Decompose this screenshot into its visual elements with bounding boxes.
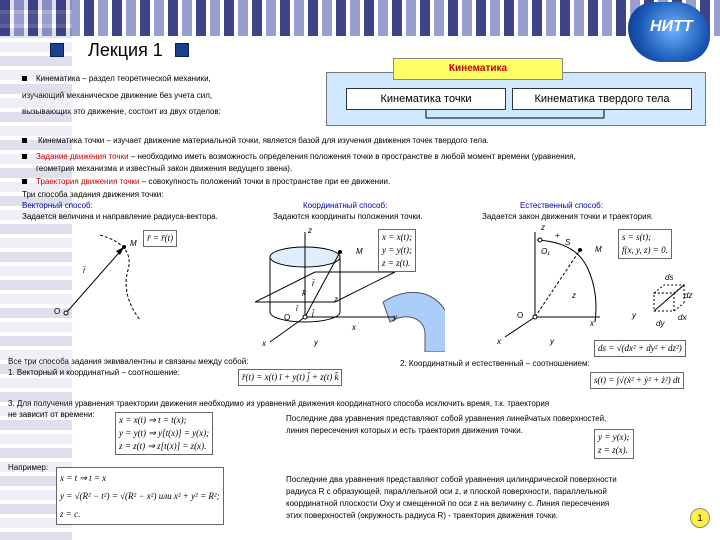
nat-label-plus: + xyxy=(555,231,560,240)
nat-label-x: x xyxy=(497,337,501,346)
intro-line-2: изучающий механическое движение без учета сил, xyxy=(22,91,213,100)
coord-formula xyxy=(378,229,416,272)
coord-eq-z: z = z(t). xyxy=(382,258,411,268)
coord-method-desc: Задаются координаты положения точки. xyxy=(273,212,423,221)
scheme-point: Кинематика точки xyxy=(346,88,506,110)
coord-label-M: M xyxy=(356,247,363,256)
vector-method-desc: Задается величина и направление радиуса-вектора. xyxy=(22,212,218,221)
intro-line-1: Кинематика – раздел теоретической механики, xyxy=(36,74,211,83)
coord-label-i: ī xyxy=(296,304,298,313)
planes-line-2: линия пересечения которых и есть траектория движения точки. xyxy=(286,426,523,435)
coord-label-z2: z xyxy=(334,295,338,304)
vector-method-name: Векторный способ: xyxy=(22,201,93,210)
bullet-2-term: Задание движения точки xyxy=(36,152,129,161)
elim-eq-2: y = y(t) ⇒ y[t(x)] = y(x); xyxy=(119,428,210,438)
cyl-line-2: радиуса R с образующей, параллельной оси z, и плоской поверхности, параллельной xyxy=(286,487,607,496)
scheme-top: Кинематика xyxy=(393,58,563,80)
label-r: r̄ xyxy=(83,266,86,275)
cube-dx: dx xyxy=(678,313,687,322)
coord-label-x: x xyxy=(262,339,266,348)
nat-label-S: S xyxy=(565,238,571,247)
bullet xyxy=(22,154,27,159)
relation-intro-2: 1. Векторный и координатный – соотношение: xyxy=(8,368,180,377)
nat-label-M: M xyxy=(595,245,602,254)
coord-eq-x: x = x(t); xyxy=(382,232,413,242)
relation2-intro: 2. Координатный и естественный – соотношением: xyxy=(400,359,590,368)
coord-label-y: y xyxy=(393,313,397,322)
coord-method-name: Координатный способ: xyxy=(303,201,388,210)
bullet-1-text: Кинематика точки – изучает движение материальной точки, является базой для изучения движения точек твердого тела. xyxy=(38,136,489,145)
elim-formula xyxy=(115,412,213,455)
cyl-line-1: Последние два уравнения представляют собой уравнения цилиндрической поверхности xyxy=(286,475,617,484)
logo-text: НИТТ xyxy=(650,18,693,35)
bullet-3-line xyxy=(36,176,390,187)
bullet xyxy=(22,179,27,184)
p3-line-1: 3. Для получения уравнения траектории движения необходимо из уравнений движения координатного способа исключить время, т.к. траектория xyxy=(8,399,550,408)
coord-eq-y: y = y(t); xyxy=(382,245,413,255)
elim-eq-1: x = x(t) ⇒ t = t(x); xyxy=(119,415,187,425)
example-eq-1: x = t ⇒ t = x xyxy=(60,473,107,483)
nat-label-y: y xyxy=(632,311,636,320)
coord-label-x2: x xyxy=(352,323,356,332)
nav-next-button[interactable] xyxy=(175,43,189,57)
natural-method-name: Естественный способ: xyxy=(520,201,603,210)
bullet-2-line-1 xyxy=(36,151,576,162)
nat-label-O: O xyxy=(517,311,524,320)
nat-eq-f: f(x, y, z) = 0. xyxy=(622,245,668,255)
scheme-rigid: Кинематика твердого тела xyxy=(512,88,692,110)
nat-label-O1: O₁ xyxy=(541,247,550,256)
nat-label-z: z xyxy=(541,223,545,232)
planes-formula xyxy=(594,429,634,459)
natural-formula xyxy=(618,229,672,259)
page-title: Лекция 1 xyxy=(88,40,163,60)
elim-eq-3: z = z(t) ⇒ z[t(x)] = z(x). xyxy=(119,441,207,451)
natural-method-desc: Задается закон движения точки и траектория. xyxy=(482,212,654,221)
cube-ds: ds xyxy=(665,273,674,282)
bullet-3-term: Траектория движения точки xyxy=(36,177,140,186)
vector-formula: r̄ = r̄(t) xyxy=(143,230,177,247)
coord-label-k: k̄ xyxy=(302,289,306,298)
example-eq-2: y = √(R² − t²) = √(R² − x²) или x² + y² = R²; xyxy=(60,491,220,501)
relation-formula-1: r̄(t) = x(t) ī + y(t) j̄ + z(t) k̄ xyxy=(238,369,342,386)
cyl-line-4: этих поверхностей (окружность радиуса R) - траектория движения точки. xyxy=(286,511,559,520)
coord-label-r: r̄ xyxy=(312,279,315,288)
coord-label-j: j̄ xyxy=(312,309,314,318)
coord-label-z: z xyxy=(308,226,312,235)
nat-label-x2: x xyxy=(590,319,594,328)
scheme-lines xyxy=(326,70,706,130)
coord-diagram xyxy=(255,222,445,352)
label-M: M xyxy=(130,239,137,248)
cube-dz: dz xyxy=(684,291,693,300)
nav-prev-button[interactable] xyxy=(50,43,64,57)
bullet xyxy=(22,138,27,143)
coord-label-y2: y xyxy=(314,338,318,347)
methods-heading: Три способа задания движения точки: xyxy=(22,190,164,199)
cube-dy: dy xyxy=(656,319,665,328)
example-label: Например: xyxy=(8,463,49,472)
label-O: O xyxy=(54,307,61,316)
intro-line-3: вызывающих это движение, состоит из двух отделов: xyxy=(22,107,221,116)
example-eq-3: z = c. xyxy=(60,509,81,519)
relation-formula-2: s(t) = ∫√(ẋ² + ẏ² + ż²) dt xyxy=(590,372,684,389)
coord-label-O: O xyxy=(284,313,291,322)
ds-formula: ds = √(dx² + dy² + dz²) xyxy=(594,340,686,357)
relation-intro-1: Все три способа задания эквивалентны и связаны между собой: xyxy=(8,357,249,366)
nat-label-z2: z xyxy=(572,291,576,300)
nat-eq-s: s = s(t); xyxy=(622,232,652,242)
example-formula xyxy=(56,467,224,525)
planes-line-1: Последние два уравнения представляют собой уравнения линейчатых поверхностей, xyxy=(286,414,607,423)
planes-eq-1: y = y(x); xyxy=(598,432,630,442)
cyl-line-3: координатной плоскости Oxy и смещенной по оси z на величину c. Линия пересечения xyxy=(286,499,610,508)
header-stripe xyxy=(0,0,720,36)
bullet-2-line-2: геометрия механизма и известный закон движения ведущего звена). xyxy=(36,164,293,173)
bullet-2-text: – необходимо иметь возможность определения положения точки в пространстве в любой момент времени (уравнения, xyxy=(130,152,576,161)
bullet-3-text: – совокупность положений точки в пространстве при ее движении. xyxy=(141,177,391,186)
bullet xyxy=(22,76,27,81)
nat-label-y2: y xyxy=(550,337,554,346)
planes-eq-2: z = z(x). xyxy=(598,445,628,455)
page-number-badge: 1 xyxy=(690,508,710,528)
natural-diagram xyxy=(495,222,605,342)
p3-line-2: не зависит от времени: xyxy=(8,410,95,419)
